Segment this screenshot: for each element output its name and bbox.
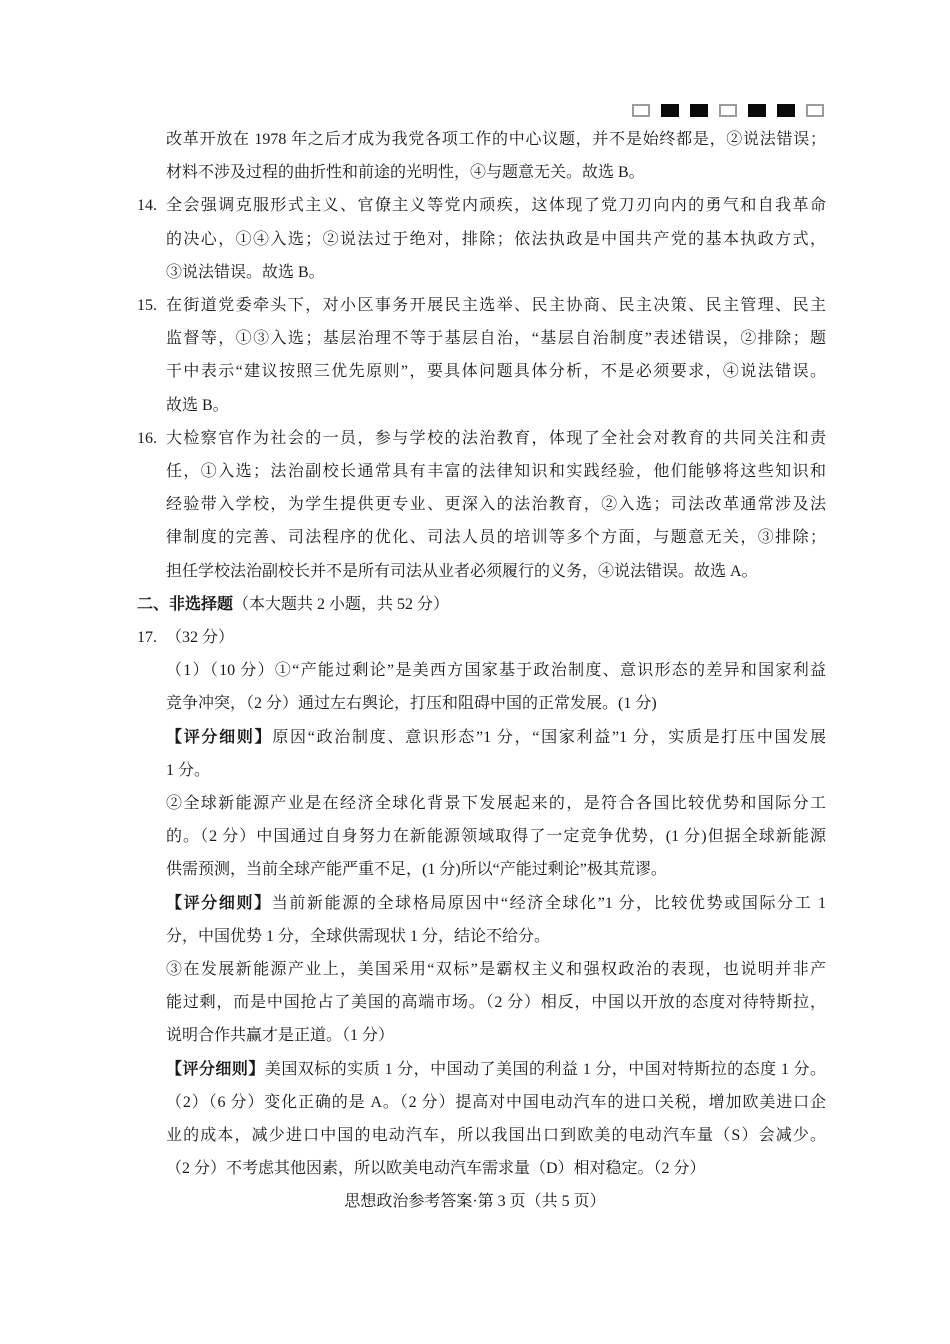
text-line: （2）（6 分）变化正确的是 A。（2 分）提高对中国电动汽车的进口关税，增加欧美进口企 — [166, 1093, 826, 1111]
text-line: 经验带入学校，为学生提供更专业、更深入的法治教育，②入选；司法改革通常涉及法 — [166, 496, 826, 514]
text-line: 业的成本，减少进口中国的电动汽车，所以我国出口到欧美的电动汽车量（S）会减少。 — [166, 1127, 826, 1145]
text-line: 任，①入选；法治副校长通常具有丰富的法律知识和实践经验，他们能够将这些知识和 — [166, 463, 826, 481]
text-line: 干中表示“建议按照三优先原则”，要具体问题具体分析，不是必须要求，④说法错误。 — [166, 363, 826, 381]
line-text: 美国双标的实质 1 分，中国动了美国的利益 1 分，中国对特斯拉的态度 1 分。 — [264, 1060, 826, 1078]
section-heading — [137, 588, 826, 621]
line-text: （本大题共 2 小题，共 52 分） — [233, 595, 450, 613]
text-line — [166, 1053, 826, 1086]
text-line: 大检察官作为社会的一员，参与学校的法治教育，体现了全社会对教育的共同关注和责 — [166, 429, 826, 447]
bold-label: 【评分细则】 — [166, 1060, 265, 1078]
text-line: （32 分） — [166, 629, 235, 647]
scoring-rubric-3 — [166, 1053, 826, 1086]
answer-item-13-continuation — [166, 123, 826, 189]
footer-text: 思想政治参考答案·第 3 页（共 5 页） — [344, 1193, 606, 1210]
text-line: 竞争冲突，（2 分）通过左右舆论，打压和阻碍中国的正常发展。(1 分) — [166, 695, 657, 713]
answer-item-15 — [137, 289, 826, 422]
text-line: ③说法错误。故选 B。 — [166, 263, 325, 281]
item-number: 17. — [137, 629, 157, 647]
text-line: 分，中国优势 1 分，全球供需现状 1 分，结论不给分。 — [166, 927, 551, 945]
text-line: 能过剩，而是中国抢占了美国的高端市场。（2 分）相反，中国以开放的态度对待特斯拉， — [166, 994, 826, 1012]
text-line: 在街道党委牵头下，对小区事务开展民主选举、民主协商、民主决策、民主管理、民主 — [166, 297, 826, 315]
registration-square-outline — [806, 104, 824, 117]
text-line: ②全球新能源产业是在经济全球化背景下发展起来的，是符合各国比较优势和国际分工 — [166, 795, 826, 813]
line-text: 原因“政治制度、意识形态”1 分，“国家利益”1 分，实质是打压中国发展 — [272, 728, 826, 746]
text-line: ③在发展新能源产业上，美国采用“双标”是霸权主义和强权政治的表现，也说明并非产 — [166, 961, 826, 979]
text-line: 材料不涉及过程的曲折性和前途的光明性，④与题意无关。故选 B。 — [166, 164, 645, 182]
bold-label: 【评分细则】 — [166, 894, 272, 912]
text-line: 的。（2 分）中国通过自身努力在新能源领域取得了一定竞争优势，(1 分)但据全球新能源 — [166, 828, 826, 846]
text-line — [137, 588, 826, 621]
item-number: 14. — [137, 197, 157, 215]
text-line: （2 分）不考虑其他因素，所以欧美电动汽车需求量（D）相对稳定。（2 分） — [166, 1160, 706, 1178]
text-line: 供需预测，当前全球产能严重不足，(1 分)所以“产能过剩论”极其荒谬。 — [166, 861, 667, 879]
text-line — [166, 887, 826, 920]
text-line: 的决心，①④入选；②说法过于绝对，排除；依法执政是中国共产党的基本执政方式， — [166, 230, 826, 248]
text-line: 全会强调克服形式主义、官僚主义等党内顽疾，这体现了党刀刃向内的勇气和自我革命 — [166, 197, 826, 215]
item-number: 15. — [137, 297, 157, 315]
question-17-header — [137, 621, 826, 654]
answer-item-14 — [137, 189, 826, 289]
answer-17-part-2 — [166, 1086, 826, 1186]
text-line: 担任学校法治副校长并不是所有司法从业者必须履行的义务，④说法错误。故选 A。 — [166, 562, 758, 580]
text-line: （1）（10 分）①“产能过剩论”是美西方国家基于政治制度、意识形态的差异和国家利益 — [166, 662, 826, 680]
registration-marks — [632, 104, 824, 117]
text-line: 说明合作共赢才是正道。（1 分） — [166, 1027, 395, 1045]
answer-17-part-1 — [166, 654, 826, 720]
answer-17-part-1-point-3 — [166, 953, 826, 1053]
registration-square-filled — [777, 104, 795, 117]
registration-square-filled — [690, 104, 708, 117]
item-number: 16. — [137, 429, 157, 447]
text-line: 故选 B。 — [166, 396, 229, 414]
page-footer — [0, 1188, 950, 1211]
registration-square-outline — [719, 104, 737, 117]
bold-label: 二、非选择题 — [137, 595, 234, 613]
scoring-rubric-2 — [166, 887, 826, 953]
bold-label: 【评分细则】 — [166, 728, 273, 746]
text-line: 改革开放在 1978 年之后才成为我党各项工作的中心议题，并不是始终都是，②说法错误； — [166, 131, 826, 148]
answer-item-16 — [137, 422, 826, 588]
registration-square-outline — [632, 104, 650, 117]
line-text: 当前新能源的全球格局原因中“经济全球化”1 分，比较优势或国际分工 1 — [271, 894, 826, 912]
answer-17-part-1-point-2 — [166, 787, 826, 887]
text-line: 监督等，①③入选；基层治理不等于基层自治，“基层自治制度”表述错误，②排除；题 — [166, 330, 826, 348]
text-line — [166, 721, 826, 754]
registration-square-filled — [748, 104, 766, 117]
text-line: 律制度的完善、司法程序的优化、司法人员的培训等多个方面，与题意无关，③排除； — [166, 529, 826, 547]
registration-square-filled — [661, 104, 679, 117]
scoring-rubric-1 — [166, 721, 826, 787]
document-body — [137, 123, 826, 1186]
text-line: 1 分。 — [166, 761, 211, 779]
